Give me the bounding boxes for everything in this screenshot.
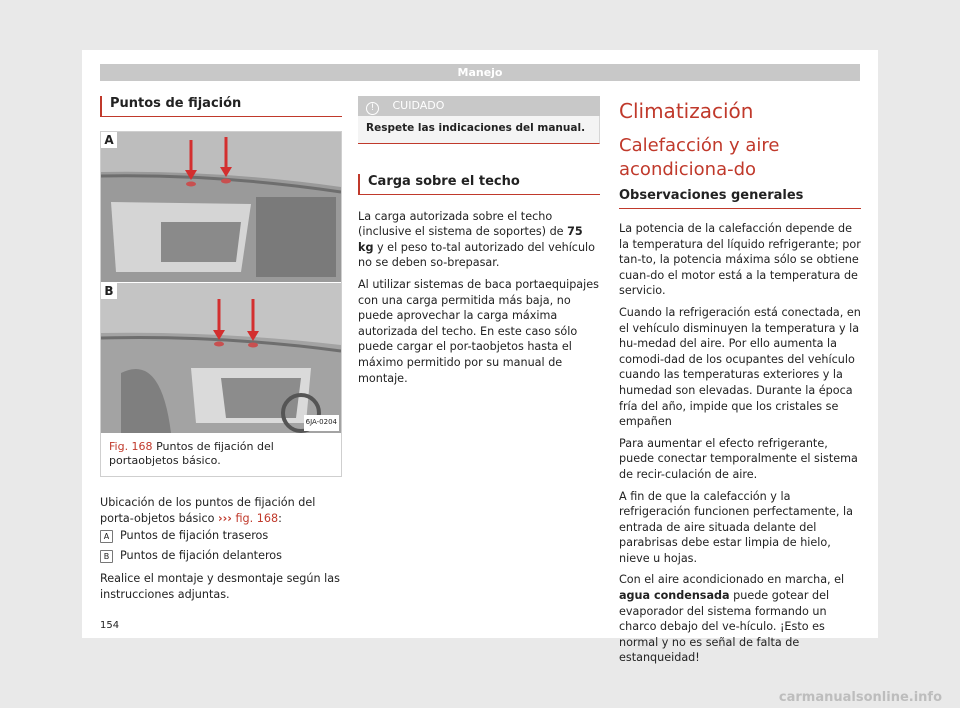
intro-paragraph xyxy=(100,495,342,526)
caution-title: CUIDADO xyxy=(392,99,445,112)
weight-value: 75 kg xyxy=(358,225,583,254)
bold-term: agua condensada xyxy=(619,589,730,603)
section-heading-general: Observaciones generales xyxy=(619,188,861,209)
figure-label-b: B xyxy=(101,283,117,299)
running-header: Manejo xyxy=(100,64,860,81)
roof-load-paragraph-1 xyxy=(358,209,600,271)
figure-code: 6JA-0204 xyxy=(304,415,339,431)
para-text: La carga autorizada sobre el techo (inclusive el sistema de soportes) de xyxy=(358,209,568,239)
figure-label-a: A xyxy=(101,132,117,148)
paragraph-1: La potencia de la calefacción depende de la temperatura del líquido refrigerante; por tan-to, la potencia máxima sólo se obtiene cuan-do el motor está a la temperatura de servicio. xyxy=(619,222,861,298)
watermark: carmanualsonline.info xyxy=(778,690,942,705)
paragraph-5 xyxy=(619,572,861,666)
roof-rear-illustration xyxy=(101,132,341,282)
page-number: 154 xyxy=(100,620,120,631)
legend-badge-b: B xyxy=(100,550,113,563)
paragraph-3: Para aumentar el efecto refrigerante, puede conectar temporalmente el sistema de recir-culación de aire. xyxy=(619,436,858,481)
caution-body: Respete las indicaciones del manual. xyxy=(358,116,600,144)
section-heading-fixation: Puntos de fijación xyxy=(100,96,342,117)
middle-column xyxy=(358,96,600,386)
caution-icon: ! xyxy=(366,102,379,115)
para-text: Con el aire acondicionado en marcha, el xyxy=(619,573,845,587)
section-heading-roof-load: Carga sobre el techo xyxy=(358,174,600,195)
chapter-title: Climatización xyxy=(619,99,754,123)
legend-item xyxy=(100,548,342,564)
legend-text: Puntos de fijación delanteros xyxy=(120,548,282,562)
legend-text: Puntos de fijación traseros xyxy=(120,529,269,543)
right-column xyxy=(619,96,861,666)
figure-caption xyxy=(101,434,341,476)
legend-item xyxy=(100,528,342,544)
intro-text: Ubicación de los puntos de fijación del porta-objetos básico xyxy=(100,496,316,525)
legend-badge-a: A xyxy=(100,530,113,543)
xref-arrow: ››› xyxy=(218,511,232,525)
figure-caption-label: Fig. 168 xyxy=(109,440,153,453)
figure-reference-link[interactable]: fig. 168 xyxy=(235,511,279,525)
para-text: y el peso to-tal autorizado del vehículo no se deben so-brepasar. xyxy=(358,240,595,270)
figure-image-a xyxy=(101,132,341,283)
closing-paragraph: Realice el montaje y desmontaje según las instrucciones adjuntas. xyxy=(100,572,340,601)
chapter-subtitle: Calefacción y aire acondiciona-do xyxy=(619,135,780,180)
caution-title-bar xyxy=(358,96,600,116)
para-text: puede gotear del evaporador del sistema formando un charco debajo del ve-hículo. ¡Esto es normal y no es señal de falta de estanqueidad! xyxy=(619,589,830,665)
figure-image-b xyxy=(101,283,341,434)
figure-168 xyxy=(100,131,342,477)
caution-box xyxy=(358,96,600,144)
roof-front-illustration xyxy=(101,283,341,433)
intro-colon: : xyxy=(278,511,282,525)
figure-caption-text: Puntos de fijación del portaobjetos básico. xyxy=(109,440,274,467)
roof-load-paragraph-2: Al utilizar sistemas de baca portaequipajes con una carga permitida más baja, no puede aprovechar la carga máxima autorizada del techo. En este caso sólo puede cargar el por-taobjetos hasta el máximo permitido por su manual de montaje. xyxy=(358,277,599,385)
paragraph-2: Cuando la refrigeración está conectada, en el vehículo disminuyen la temperatura y la hu-medad del aire. Por ello aumenta la comodi-dad de los ocupantes del vehículo cuando las temperaturas exteriores y la humedad son elevadas. Durante la época fría del año, impide que los cristales se empañen xyxy=(619,305,861,429)
paragraph-4: A fin de que la calefacción y la refrigeración funcionen perfectamente, la entrada de aire situada delante del parabrisas debe estar limpia de hielo, nieve u hojas. xyxy=(619,489,853,565)
left-column xyxy=(100,96,342,603)
